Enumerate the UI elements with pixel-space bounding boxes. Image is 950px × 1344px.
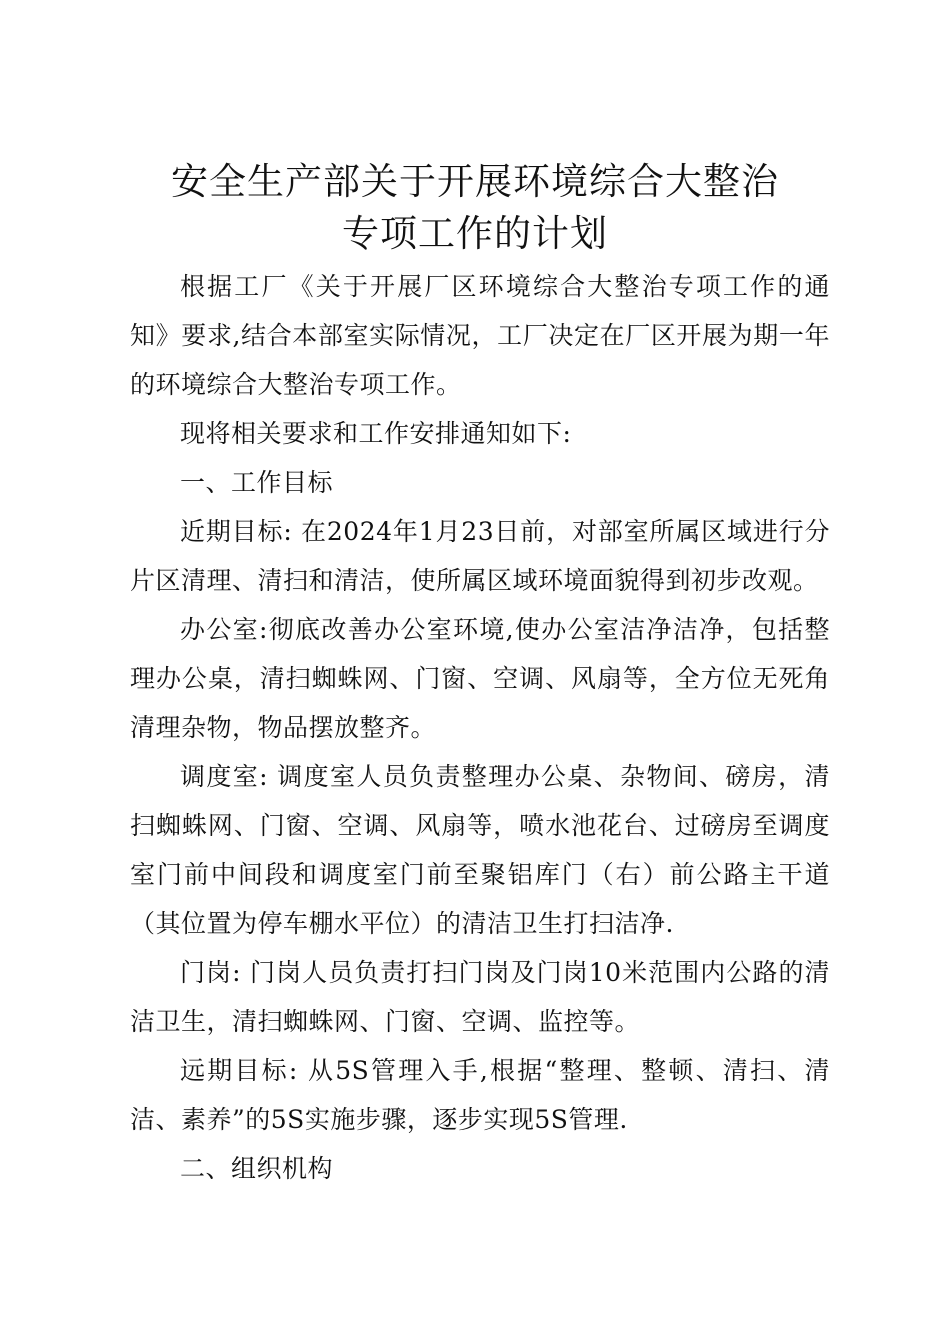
document-body <box>130 262 830 1193</box>
paragraph-intro: 根据工厂《关于开展厂区环境综合大整治专项工作的通知》要求,结合本部室实际情况，工厂决定在厂区开展为期一年的环境综合大整治专项工作。 <box>130 272 830 399</box>
paragraph-office: 办公室:彻底改善办公室环境,使办公室洁净洁净，包括整理办公桌，清扫蜘蛛网、门窗、空调、风扇等，全方位无死角清理杂物，物品摆放整齐。 <box>130 615 830 742</box>
section-heading-goals: 一、工作目标 <box>180 468 334 497</box>
paragraph-long-term-goal: 远期目标: 从5S管理入手,根据“整理、整顿、清扫、清洁、素养”的5S实施步骤，逐步实现5S管理. <box>130 1056 830 1134</box>
paragraph-short-term-goal: 近期目标: 在2024年1月23日前，对部室所属区域进行分片区清理、清扫和清洁，使所属区域环境面貌得到初步改观。 <box>130 517 830 595</box>
paragraph-dispatch-room: 调度室: 调度室人员负责整理办公桌、杂物间、磅房，清扫蜘蛛网、门窗、空调、风扇等，喷水池花台、过磅房至调度室门前中间段和调度室门前至聚铝库门（右）前公路主干道（其位置为停车棚水平位）的清洁卫生打扫洁净. <box>130 762 830 938</box>
document-title-line-2: 专项工作的计划 <box>342 212 608 255</box>
document-title-line-1: 安全生产部关于开展环境综合大整治 <box>171 160 779 203</box>
paragraph-notice: 现将相关要求和工作安排通知如下: <box>180 419 572 448</box>
section-heading-organization: 二、组织机构 <box>180 1154 334 1183</box>
paragraph-gatehouse: 门岗: 门岗人员负责打扫门岗及门岗10米范围内公路的清洁卫生，清扫蜘蛛网、门窗、空调、监控等。 <box>130 958 830 1036</box>
